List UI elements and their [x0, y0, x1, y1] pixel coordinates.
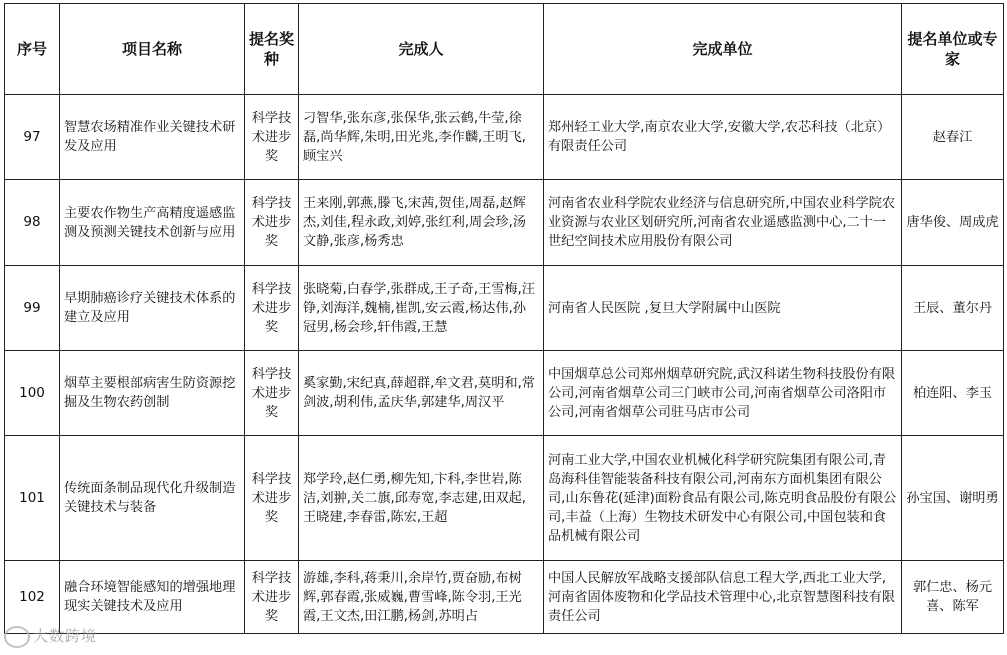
- row-award: 科学技术进步奖: [245, 436, 299, 561]
- row-people: 王来刚,郭燕,滕飞,宋茜,贺佳,周磊,赵辉杰,刘佳,程永政,刘婷,张红利,周会珍,汤文静,张彦,杨秀忠: [299, 180, 544, 266]
- row-award: 科学技术进步奖: [245, 351, 299, 436]
- row-award: 科学技术进步奖: [245, 95, 299, 180]
- row-project: 智慧农场精准作业关键技术研发及应用: [60, 95, 245, 180]
- row-people: 郑学玲,赵仁勇,柳先知,卞科,李世岩,陈洁,刘翀,关二旗,邱寿宽,李志建,田双起,王晓建,李春雷,陈宏,王超: [299, 436, 544, 561]
- row-units: 郑州轻工业大学,南京农业大学,安徽大学,农芯科技（北京）有限责任公司: [544, 95, 902, 180]
- table-header-row: [5, 4, 1004, 95]
- table-row: [5, 180, 1004, 266]
- row-people: 张晓菊,白春学,张群成,王子奇,王雪梅,汪铮,刘海洋,魏楠,崔凯,安云霞,杨达伟,孙冠男,杨会珍,轩伟霞,王慧: [299, 266, 544, 351]
- header-units: 完成单位: [544, 4, 902, 95]
- row-people: 游雄,李科,蒋秉川,余岸竹,贾奋励,布树辉,郭春霞,张威巍,曹雪峰,陈令羽,王光霞,王文杰,田江鹏,杨剑,苏明占: [299, 561, 544, 634]
- watermark-text: 大数跨境: [33, 627, 98, 645]
- row-units: 中国人民解放军战略支援部队信息工程大学,西北工业大学,河南省固体废物和化学品技术管理中心,北京智慧图科技有限责任公司: [544, 561, 902, 634]
- row-units: 河南工业大学,中国农业机械化科学研究院集团有限公司,青岛海科佳智能装备科技有限公司,河南东方面机集团有限公司,山东鲁花(延津)面粉食品有限公司,陈克明食品股份有限公司,丰益（上海）生物技术研发中心有限公司,中国包装和食品机械有限公司: [544, 436, 902, 561]
- row-index: 100: [5, 351, 60, 436]
- row-index: 101: [5, 436, 60, 561]
- table-row: [5, 266, 1004, 351]
- row-index: 98: [5, 180, 60, 266]
- row-nominator: 柏连阳、李玉: [902, 351, 1004, 436]
- row-people: 刁智华,张东彦,张保华,张云鹤,牛莹,徐磊,尚华辉,朱明,田光兆,李作麟,王明飞,顾宝兴: [299, 95, 544, 180]
- watermark: [4, 625, 97, 648]
- row-nominator: 孙宝国、谢明勇: [902, 436, 1004, 561]
- row-units: 河南省人民医院 ,复旦大学附属中山医院: [544, 266, 902, 351]
- row-project: 主要农作物生产高精度遥感监测及预测关键技术创新与应用: [60, 180, 245, 266]
- row-index: 97: [5, 95, 60, 180]
- watermark-logo-icon: [4, 626, 30, 648]
- row-award: 科学技术进步奖: [245, 266, 299, 351]
- header-people: 完成人: [299, 4, 544, 95]
- row-project: 传统面条制品现代化升级制造关键技术与装备: [60, 436, 245, 561]
- row-award: 科学技术进步奖: [245, 180, 299, 266]
- table-row: [5, 436, 1004, 561]
- header-project: 项目名称: [60, 4, 245, 95]
- row-people: 奚家勤,宋纪真,薛超群,牟文君,莫明和,常剑波,胡利伟,孟庆华,郭建华,周汉平: [299, 351, 544, 436]
- row-project: 烟草主要根部病害生防资源挖掘及生物农药创制: [60, 351, 245, 436]
- header-nominator: 提名单位或专家: [902, 4, 1004, 95]
- row-nominator: 王辰、董尔丹: [902, 266, 1004, 351]
- row-index: 99: [5, 266, 60, 351]
- table-row: [5, 561, 1004, 634]
- row-nominator: 唐华俊、周成虎: [902, 180, 1004, 266]
- row-award: 科学技术进步奖: [245, 561, 299, 634]
- row-units: 河南省农业科学院农业经济与信息研究所,中国农业科学院农业资源与农业区划研究所,河南省农业遥感监测中心,二十一世纪空间技术应用股份有限公司: [544, 180, 902, 266]
- row-units: 中国烟草总公司郑州烟草研究院,武汉科诺生物科技股份有限公司,河南省烟草公司三门峡市公司,河南省烟草公司洛阳市公司,河南省烟草公司驻马店市公司: [544, 351, 902, 436]
- table-row: [5, 95, 1004, 180]
- row-nominator: 赵春江: [902, 95, 1004, 180]
- header-award: 提名奖种: [245, 4, 299, 95]
- awards-table: [4, 3, 1004, 634]
- row-nominator: 郭仁忠、杨元喜、陈军: [902, 561, 1004, 634]
- table-row: [5, 351, 1004, 436]
- header-index: 序号: [5, 4, 60, 95]
- row-project: 早期肺癌诊疗关键技术体系的建立及应用: [60, 266, 245, 351]
- row-index: 102: [5, 561, 60, 634]
- row-project: 融合环境智能感知的增强地理现实关键技术及应用: [60, 561, 245, 634]
- awards-table-container: [4, 3, 1003, 634]
